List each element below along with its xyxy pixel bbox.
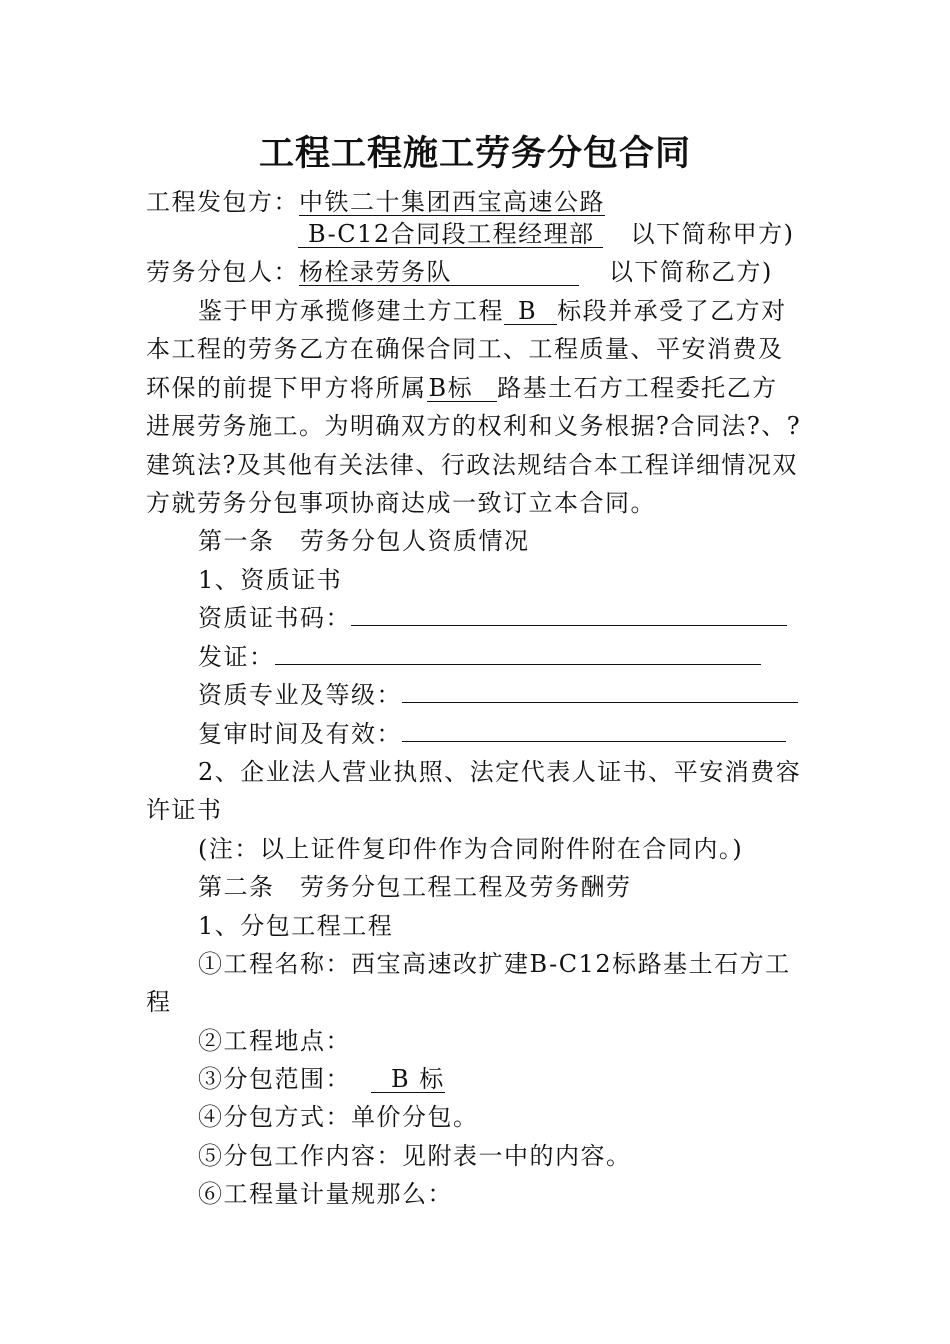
- project-name-line-2: 程: [146, 988, 172, 1016]
- article-1-note: (注：以上证件复印件作为合同附件附在合同内。): [198, 835, 744, 863]
- subcontract-method: ④分包方式：单价分包。: [198, 1103, 479, 1131]
- subcontractor-line: [146, 257, 773, 287]
- article-1-item-2-line-1: 2、企业法人营业执照、法定代表人证书、平安消费容: [198, 758, 802, 786]
- scope-label: ③分包范围：: [198, 1065, 351, 1093]
- review-label: 复审时间及有效：: [198, 720, 402, 748]
- section-value: B标: [427, 375, 498, 402]
- article-2-heading: 第二条 劳务分包工程工程及劳务酬劳: [198, 873, 632, 901]
- preamble-line-1: [198, 296, 787, 326]
- preamble-line-5: 建筑法?及其他有关法律、行政法规结合本工程详细情况双: [146, 451, 798, 479]
- project-name-line-1: ①工程名称：西宝高速改扩建B-C12标路基土石方工: [198, 950, 791, 978]
- subcontractor-suffix: 以下简称乙方): [609, 258, 773, 286]
- preamble-line-4: 进展劳务施工。为明确双方的权利和义务根据?合同法?、?: [146, 412, 802, 440]
- preamble-line-2: 本工程的劳务乙方在确保合同工、工程质量、平安消费及: [146, 335, 784, 363]
- preamble-text: 标段并承受了乙方对: [557, 297, 787, 325]
- article-1-item-1: 1、资质证书: [198, 566, 343, 594]
- cert-number-line: [198, 603, 787, 633]
- issuer-blank: [275, 642, 761, 665]
- section-value: B: [504, 298, 557, 325]
- project-location: ②工程地点：: [198, 1027, 351, 1055]
- contractor-label: 工程发包方：: [146, 188, 299, 216]
- article-2-item-1: 1、分包工程工程: [198, 912, 394, 940]
- scope-line: [198, 1064, 445, 1094]
- review-blank: [402, 719, 786, 742]
- document-title: 工程工程施工劳务分包合同: [258, 134, 691, 174]
- issuer-line: [198, 642, 761, 672]
- article-1-item-2-line-2: 许证书: [146, 796, 223, 824]
- grade-blank: [402, 680, 798, 703]
- article-1-heading: 第一条 劳务分包人资质情况: [198, 527, 530, 555]
- contractor-name-1: 中铁二十集团西宝高速公路: [299, 188, 605, 216]
- contractor-name-2: B-C12合同段工程经理部: [298, 221, 603, 248]
- grade-line: [198, 680, 798, 710]
- contractor-suffix: 以下简称甲方): [630, 220, 795, 248]
- preamble-text: 鉴于甲方承揽修建土方工程: [198, 297, 504, 325]
- quantity-measurement: ⑥工程量计量规那么：: [198, 1180, 453, 1208]
- issuer-label: 发证：: [198, 643, 275, 671]
- preamble-line-6: 方就劳务分包事项协商达成一致订立本合同。: [146, 489, 656, 517]
- preamble-text: 环保的前提下甲方将所属: [146, 374, 427, 402]
- preamble-line-3: [146, 373, 778, 403]
- subcontractor-name: 杨栓录劳务队: [299, 259, 579, 286]
- scope-value: B 标: [371, 1066, 445, 1093]
- contractor-line-2: [298, 219, 794, 249]
- cert-number-label: 资质证书码：: [198, 604, 351, 632]
- grade-label: 资质专业及等级：: [198, 681, 402, 709]
- review-line: [198, 719, 786, 749]
- preamble-text: 路基土石方工程委托乙方: [497, 374, 778, 402]
- subcontractor-label: 劳务分包人：: [146, 258, 299, 286]
- work-content: ⑤分包工作内容：见附表一中的内容。: [198, 1142, 632, 1170]
- cert-number-blank: [351, 603, 787, 626]
- contractor-line: [146, 187, 605, 217]
